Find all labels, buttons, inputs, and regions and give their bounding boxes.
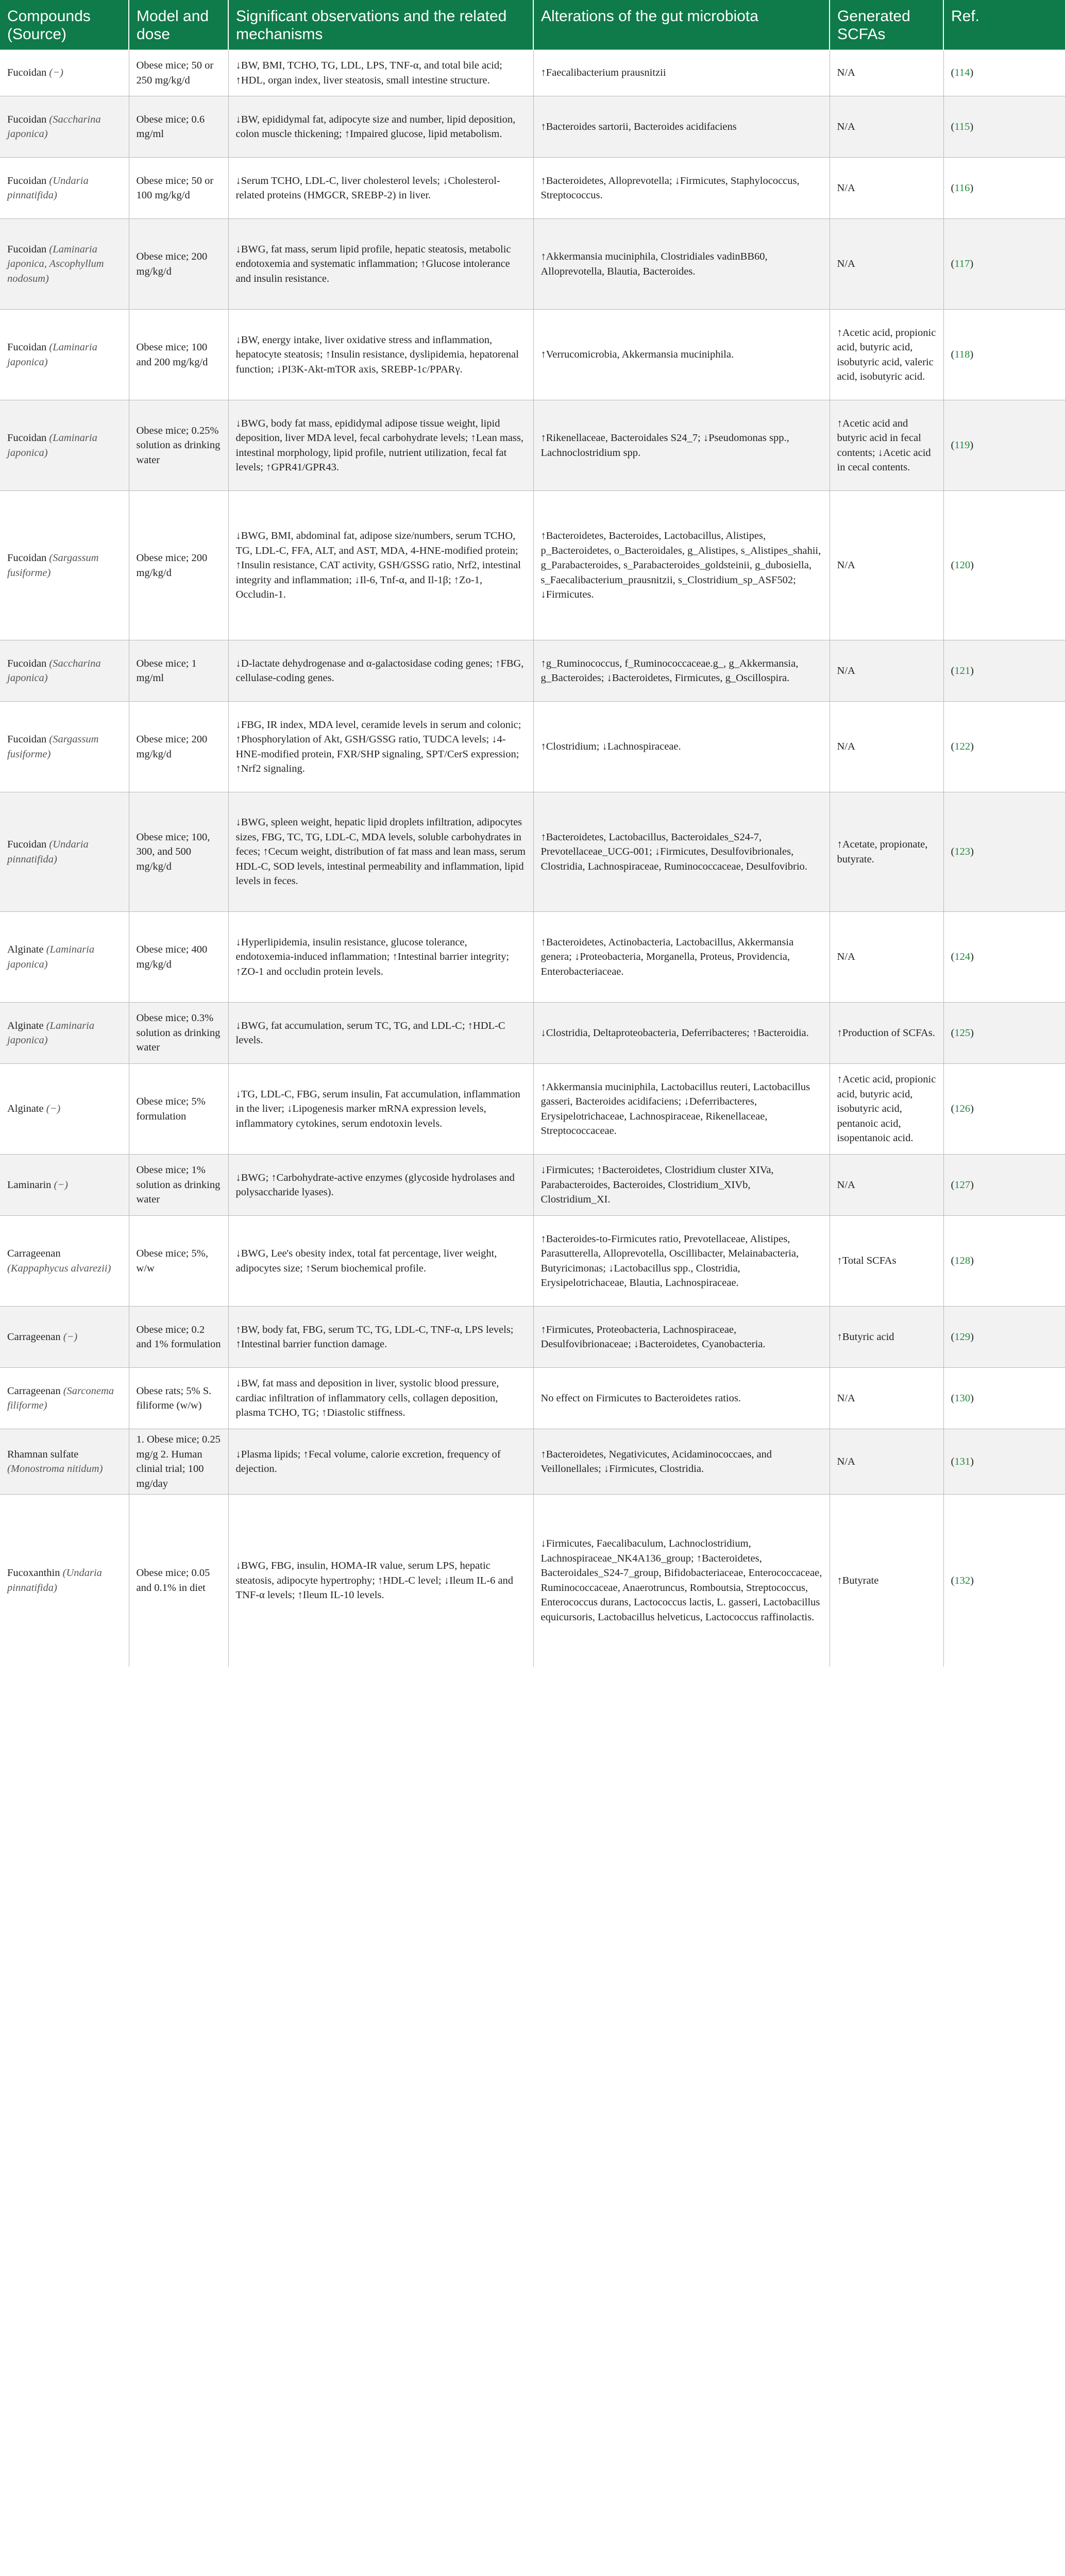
compound-cell	[0, 792, 129, 912]
ref-cell: (118)	[943, 310, 1065, 400]
table-row	[0, 158, 1065, 219]
compound-name: Carrageenan	[7, 1385, 61, 1397]
compound-source: (−)	[63, 1331, 78, 1343]
table-row	[0, 310, 1065, 400]
compound-name: Fucoidan	[7, 432, 47, 444]
compound-cell	[0, 1155, 129, 1216]
table-row	[0, 640, 1065, 702]
reference-link[interactable]: 132	[954, 1574, 971, 1586]
ref-cell: (126)	[943, 1064, 1065, 1155]
compound-cell	[0, 310, 129, 400]
microbiota-cell: ↑Akkermansia muciniphila, Lactobacillus reuteri, Lactobacillus gasseri, Bacteroides acidifaciens; ↓Deferribacteres, Erysipelotrichaceae, Lachnospiraceae, Rikenellaceae, Streptococcaceae.	[533, 1064, 830, 1155]
compound-source: (Sargassum fusiforme)	[7, 734, 99, 760]
table-row	[0, 1003, 1065, 1064]
scfa-cell: ↑Total SCFAs	[830, 1216, 943, 1307]
header-observations: Significant observations and the related mechanisms	[228, 0, 533, 50]
model-cell: Obese mice; 50 or 100 mg/kg/d	[129, 158, 228, 219]
microbiota-cell: ↑Bacteroidetes, Lactobacillus, Bacteroidales_S24-7, Prevotellaceae_UCG-001; ↓Firmicutes, Desulfovibrionales, Clostridia, Lachnospiraceae, Ruminococcaceae, Desulfovibrio.	[533, 792, 830, 912]
ref-cell: (129)	[943, 1307, 1065, 1368]
compound-source: (Laminaria japonica)	[7, 342, 97, 368]
compound-name: Alginate	[7, 1020, 44, 1031]
table-row	[0, 1495, 1065, 1667]
microbiota-cell: ↑Rikenellaceae, Bacteroidales S24_7; ↓Pseudomonas spp., Lachnoclostridium spp.	[533, 400, 830, 491]
table-row	[0, 96, 1065, 158]
scfa-cell: N/A	[830, 1429, 943, 1495]
ref-cell: (128)	[943, 1216, 1065, 1307]
reference-link[interactable]: 116	[954, 182, 970, 194]
compound-cell	[0, 1064, 129, 1155]
ref-cell: (130)	[943, 1368, 1065, 1429]
compound-source: (−)	[49, 67, 63, 79]
model-cell: Obese mice; 5%, w/w	[129, 1216, 228, 1307]
model-cell: Obese mice; 0.3% solution as drinking water	[129, 1003, 228, 1064]
table-row	[0, 792, 1065, 912]
ref-cell: (132)	[943, 1495, 1065, 1667]
table-body	[0, 50, 1065, 1667]
scfa-cell: ↑Acetic acid, propionic acid, butyric acid, isobutyric acid, pentanoic acid, isopentanoic acid.	[830, 1064, 943, 1155]
model-cell: Obese mice; 100 and 200 mg/kg/d	[129, 310, 228, 400]
scfa-cell: N/A	[830, 1155, 943, 1216]
scfa-cell: ↑Acetic acid and butyric acid in fecal contents; ↓Acetic acid in cecal contents.	[830, 400, 943, 491]
compound-source: (Laminaria japonica)	[7, 944, 95, 970]
compound-cell	[0, 491, 129, 640]
ref-cell: (120)	[943, 491, 1065, 640]
compound-name: Fucoidan	[7, 839, 47, 850]
scfa-cell: N/A	[830, 219, 943, 310]
scfa-cell: ↑Butyric acid	[830, 1307, 943, 1368]
compound-source: (Undaria pinnatifida)	[7, 175, 89, 201]
compound-source: (−)	[54, 1179, 69, 1191]
observations-cell: ↓BW, energy intake, liver oxidative stress and inflammation, hepatocyte steatosis; ↑Insulin resistance, dyslipidemia, hepatorenal function; ↓PI3K-Akt-mTOR axis, SREBP-1c/PPARγ.	[228, 310, 533, 400]
scfa-cell: ↑Butyrate	[830, 1495, 943, 1667]
compound-source: (Laminaria japonica)	[7, 432, 97, 459]
compound-name: Fucoxanthin	[7, 1567, 60, 1579]
ref-cell: (123)	[943, 792, 1065, 912]
compound-cell	[0, 50, 129, 96]
model-cell: 1. Obese mice; 0.25 mg/g 2. Human clinial trial; 100 mg/day	[129, 1429, 228, 1495]
reference-link[interactable]: 122	[954, 741, 971, 753]
table-row	[0, 912, 1065, 1003]
microbiota-cell: ↑g_Ruminococcus, f_Ruminococcaceae.g_, g_Akkermansia, g_Bacteroides; ↓Bacteroidetes, Firmicutes, g_Oscillospira.	[533, 640, 830, 702]
reference-link[interactable]: 124	[954, 951, 971, 963]
reference-link[interactable]: 121	[954, 665, 971, 676]
header-ref: Ref.	[943, 0, 1065, 50]
table-row	[0, 702, 1065, 792]
compound-cell	[0, 158, 129, 219]
header-scfas: Generated SCFAs	[830, 0, 943, 50]
compound-name: Laminarin	[7, 1179, 52, 1191]
reference-link[interactable]: 131	[954, 1455, 971, 1467]
model-cell: Obese mice; 200 mg/kg/d	[129, 219, 228, 310]
observations-cell: ↓BWG, fat mass, serum lipid profile, hepatic steatosis, metabolic endotoxemia and systematic inflammation; ↑Glucose intolerance and insulin resistance.	[228, 219, 533, 310]
compound-cell	[0, 1003, 129, 1064]
reference-link[interactable]: 119	[954, 439, 970, 451]
model-cell: Obese mice; 5% formulation	[129, 1064, 228, 1155]
compound-cell	[0, 1307, 129, 1368]
ref-cell: (122)	[943, 702, 1065, 792]
model-cell: Obese mice; 0.25% solution as drinking water	[129, 400, 228, 491]
table-row	[0, 1216, 1065, 1307]
observations-cell: ↓BW, fat mass and deposition in liver, systolic blood pressure, cardiac infiltration of inflammatory cells, collagen deposition, plasma TCHO, TG; ↑Diastolic stiffness.	[228, 1368, 533, 1429]
microbiota-cell: ↑Akkermansia muciniphila, Clostridiales vadinBB60, Alloprevotella, Blautia, Bacteroides.	[533, 219, 830, 310]
header-model-dose: Model and dose	[129, 0, 228, 50]
microbiota-cell: ↓Firmicutes; ↑Bacteroidetes, Clostridium cluster XIVa, Parabacteroides, Bacteroides, Clostridium_XIVb, Clostridium_XI.	[533, 1155, 830, 1216]
microbiota-cell: ↑Bacteroidetes, Negativicutes, Acidaminococcaes, and Veillonellales; ↓Firmicutes, Clostridia.	[533, 1429, 830, 1495]
compound-source: (Kappaphycus alvarezii)	[7, 1262, 111, 1274]
scfa-cell: N/A	[830, 702, 943, 792]
model-cell: Obese mice; 1 mg/ml	[129, 640, 228, 702]
reference-link[interactable]: 123	[954, 846, 971, 858]
model-cell: Obese mice; 50 or 250 mg/kg/d	[129, 50, 228, 96]
model-cell: Obese mice; 0.05 and 0.1% in diet	[129, 1495, 228, 1667]
scfa-cell: N/A	[830, 96, 943, 158]
header-row	[0, 0, 1065, 50]
table-row	[0, 50, 1065, 96]
observations-cell: ↓BWG, Lee's obesity index, total fat percentage, liver weight, adipocytes size; ↑Serum biochemical profile.	[228, 1216, 533, 1307]
compound-name: Rhamnan sulfate	[7, 1448, 79, 1460]
ref-cell: (127)	[943, 1155, 1065, 1216]
scfa-cell: N/A	[830, 912, 943, 1003]
reference-link[interactable]: 128	[954, 1255, 971, 1267]
microbiota-cell: ↑Verrucomicrobia, Akkermansia muciniphila.	[533, 310, 830, 400]
table-row	[0, 1368, 1065, 1429]
reference-link[interactable]: 126	[954, 1103, 971, 1115]
ref-cell: (115)	[943, 96, 1065, 158]
observations-cell: ↓FBG, IR index, MDA level, ceramide levels in serum and colonic; ↑Phosphorylation of Akt, GSH/GSSG ratio, TUDCA levels; ↓4-HNE-modified protein, FXR/SHP signaling, SPT/CerS expression; ↑Nrf2 signaling.	[228, 702, 533, 792]
compound-cell	[0, 96, 129, 158]
scfa-cell: ↑Acetic acid, propionic acid, butyric acid, isobutyric acid, valeric acid, isobutyric acid.	[830, 310, 943, 400]
compound-source: (Saccharina japonica)	[7, 113, 101, 140]
compound-cell	[0, 912, 129, 1003]
reference-link[interactable]: 120	[954, 560, 971, 571]
table-row	[0, 1429, 1065, 1495]
microbiota-cell: No effect on Firmicutes to Bacteroidetes ratios.	[533, 1368, 830, 1429]
observations-cell: ↓Hyperlipidemia, insulin resistance, glucose tolerance, endotoxemia-induced inflammation; ↑Intestinal barrier integrity; ↑ZO-1 and occludin protein levels.	[228, 912, 533, 1003]
ref-cell: (124)	[943, 912, 1065, 1003]
table-row	[0, 1155, 1065, 1216]
scfa-cell: N/A	[830, 640, 943, 702]
microbiota-cell: ↑Bacteroidetes, Actinobacteria, Lactobacillus, Akkermansia genera; ↓Proteobacteria, Morganella, Proteus, Providencia, Enterobacteriaceae.	[533, 912, 830, 1003]
observations-cell: ↓BWG; ↑Carbohydrate-active enzymes (glycoside hydrolases and polysaccharide lyases).	[228, 1155, 533, 1216]
model-cell: Obese mice; 1% solution as drinking water	[129, 1155, 228, 1216]
header-microbiota: Alterations of the gut microbiota	[533, 0, 830, 50]
scfa-cell: N/A	[830, 50, 943, 96]
scfa-cell: N/A	[830, 1368, 943, 1429]
microbiota-cell: ↓Firmicutes, Faecalibaculum, Lachnoclostridium, Lachnospiraceae_NK4A136_group; ↑Bacteroidetes, Bacteroidales_S24-7_group, Bifidobacteriaceae, Enterococcaceae, Ruminococcaceae, Anaerotruncus, Romboutsia, Streptococcus, Enterococcus durans, Lactococcus lactis, L. gasseri, Lactobacillus equicursoris, Lactobacillus helveticus, Lactococcus raffinolactis.	[533, 1495, 830, 1667]
compound-cell	[0, 1495, 129, 1667]
compound-name: Fucoidan	[7, 243, 47, 255]
table-row	[0, 219, 1065, 310]
compound-name: Fucoidan	[7, 67, 47, 79]
compound-name: Alginate	[7, 1103, 44, 1115]
observations-cell: ↓BW, BMI, TCHO, TG, LDL, LPS, TNF-α, and total bile acid; ↑HDL, organ index, liver steatosis, small intestine structure.	[228, 50, 533, 96]
table-row	[0, 491, 1065, 640]
compound-cell	[0, 1216, 129, 1307]
observations-cell: ↓BWG, FBG, insulin, HOMA-IR value, serum LPS, hepatic steatosis, adipocyte hypertrophy; ↑HDL-C level; ↓Ileum IL-6 and TNF-α levels; ↑Ileum IL-10 levels.	[228, 1495, 533, 1667]
observations-cell: ↓BW, epididymal fat, adipocyte size and number, lipid deposition, colon muscle thickening; ↑Impaired glucose, lipid metabolism.	[228, 96, 533, 158]
compound-name: Fucoidan	[7, 552, 47, 564]
ref-cell: (116)	[943, 158, 1065, 219]
ref-cell: (131)	[943, 1429, 1065, 1495]
observations-cell: ↓BWG, body fat mass, epididymal adipose tissue weight, lipid deposition, liver MDA level, fecal carbohydrate levels; ↑Lean mass, intestinal morphology, lipid profile, nutrient utilization, fecal fat levels; ↑GPR41/GPR43.	[228, 400, 533, 491]
model-cell: Obese rats; 5% S. filiforme (w/w)	[129, 1368, 228, 1429]
compound-source: (Sargassum fusiforme)	[7, 552, 99, 579]
microbiota-cell: ↑Bacteroidetes, Bacteroides, Lactobacillus, Alistipes, p_Bacteroidetes, o_Bacteroidales, g_Alistipes, s_Alistipes_shahii, g_Parabacteroides, s_Parabacteroides_goldsteinii, g_dubosiella, s_Faecalibacterium_prausnitzii, s_Clostridium_sp_ASF502; ↓Firmicutes.	[533, 491, 830, 640]
scfa-cell: ↑Acetate, propionate, butyrate.	[830, 792, 943, 912]
microbiota-cell: ↓Clostridia, Deltaproteobacteria, Deferribacteres; ↑Bacteroidia.	[533, 1003, 830, 1064]
observations-cell: ↓Serum TCHO, LDL-C, liver cholesterol levels; ↓Cholesterol-related proteins (HMGCR, SREBP-2) in liver.	[228, 158, 533, 219]
compound-name: Fucoidan	[7, 657, 47, 669]
model-cell: Obese mice; 0.6 mg/ml	[129, 96, 228, 158]
compound-name: Carrageenan	[7, 1331, 61, 1343]
compound-name: Fucoidan	[7, 342, 47, 353]
microbiota-cell: ↑Bacteroides sartorii, Bacteroides acidifaciens	[533, 96, 830, 158]
compound-cell	[0, 702, 129, 792]
compound-source: (Laminaria japonica)	[7, 1020, 95, 1046]
compound-source: (Laminaria japonica, Ascophyllum nodosum)	[7, 243, 104, 284]
reference-link[interactable]: 130	[954, 1392, 971, 1404]
ref-cell: (119)	[943, 400, 1065, 491]
compound-cell	[0, 640, 129, 702]
microbiota-cell: ↑Faecalibacterium prausnitzii	[533, 50, 830, 96]
compound-source: (Undaria pinnatifida)	[7, 1567, 102, 1594]
reference-link[interactable]: 115	[954, 121, 970, 132]
model-cell: Obese mice; 0.2 and 1% formulation	[129, 1307, 228, 1368]
model-cell: Obese mice; 400 mg/kg/d	[129, 912, 228, 1003]
reference-link[interactable]: 114	[954, 67, 970, 79]
ref-cell: (114)	[943, 50, 1065, 96]
compound-name: Alginate	[7, 944, 44, 955]
model-cell: Obese mice; 200 mg/kg/d	[129, 491, 228, 640]
header-compounds: Compounds (Source)	[0, 0, 129, 50]
reference-link[interactable]: 127	[954, 1179, 971, 1191]
model-cell: Obese mice; 100, 300, and 500 mg/kg/d	[129, 792, 228, 912]
reference-link[interactable]: 129	[954, 1331, 971, 1343]
compound-cell	[0, 1368, 129, 1429]
observations-cell: ↑BW, body fat, FBG, serum TC, TG, LDL-C, TNF-α, LPS levels; ↑Intestinal barrier function damage.	[228, 1307, 533, 1368]
compound-source: (−)	[46, 1103, 61, 1115]
compound-cell	[0, 219, 129, 310]
ref-cell: (117)	[943, 219, 1065, 310]
observations-cell: ↓TG, LDL-C, FBG, serum insulin, Fat accumulation, inflammation in the liver; ↓Lipogenesis marker mRNA expression levels, inflammatory cytokines, serum endotoxin levels.	[228, 1064, 533, 1155]
compound-name: Fucoidan	[7, 113, 47, 125]
scfa-cell: N/A	[830, 158, 943, 219]
observations-cell: ↓D-lactate dehydrogenase and α-galactosidase coding genes; ↑FBG, cellulase-coding genes.	[228, 640, 533, 702]
table-row	[0, 1307, 1065, 1368]
microbiota-cell: ↑Clostridium; ↓Lachnospiraceae.	[533, 702, 830, 792]
compound-name: Fucoidan	[7, 175, 47, 187]
table-row	[0, 1064, 1065, 1155]
compound-name: Carrageenan	[7, 1248, 61, 1259]
compound-source: (Undaria pinnatifida)	[7, 839, 89, 865]
ref-cell: (121)	[943, 640, 1065, 702]
compound-source: (Sarconema filiforme)	[7, 1385, 114, 1411]
microbiota-cell: ↑Firmicutes, Proteobacteria, Lachnospiraceae, Desulfovibrionaceae; ↓Bacteroidetes, Cyanobacteria.	[533, 1307, 830, 1368]
compound-name: Fucoidan	[7, 734, 47, 745]
reference-link[interactable]: 117	[954, 258, 970, 270]
observations-cell: ↓BWG, spleen weight, hepatic lipid droplets infiltration, adipocytes sizes, FBG, TC, TG, LDL-C, MDA levels, soluble carbohydrates in feces; ↑Cecum weight, distribution of fat mass and lean mass, serum HDL-C, SOD levels, intestinal permeability and inflammation, lipid levels in feces.	[228, 792, 533, 912]
compound-source: (Monostroma nitidum)	[7, 1463, 103, 1475]
observations-cell: ↓BWG, fat accumulation, serum TC, TG, and LDL-C; ↑HDL-C levels.	[228, 1003, 533, 1064]
ref-cell: (125)	[943, 1003, 1065, 1064]
compound-cell	[0, 400, 129, 491]
compound-cell	[0, 1429, 129, 1495]
observations-cell: ↓BWG, BMI, abdominal fat, adipose size/numbers, serum TCHO, TG, LDL-C, FFA, ALT, and AST, MDA, 4-HNE-modified protein; ↑Insulin resistance, CAT activity, GSH/GSSG ratio, Nrf2, intestinal integrity and inflammation; ↓Il-6, Tnf-α, and Il-1β; ↑Zo-1, Occludin-1.	[228, 491, 533, 640]
model-cell: Obese mice; 200 mg/kg/d	[129, 702, 228, 792]
scfa-cell: N/A	[830, 491, 943, 640]
microbiota-cell: ↑Bacteroides-to-Firmicutes ratio, Prevotellaceae, Alistipes, Parasutterella, Alloprevotella, Oscillibacter, Melainabacteria, Butyricimonas; ↓Lactobacillus spp., Clostridia, Erysipelotrichaceae, Blautia, Lachnospiraceae.	[533, 1216, 830, 1307]
observations-cell: ↓Plasma lipids; ↑Fecal volume, calorie excretion, frequency of dejection.	[228, 1429, 533, 1495]
scfa-cell: ↑Production of SCFAs.	[830, 1003, 943, 1064]
compound-source: (Saccharina japonica)	[7, 657, 101, 684]
reference-link[interactable]: 118	[954, 349, 970, 361]
table-row	[0, 400, 1065, 491]
reference-link[interactable]: 125	[954, 1027, 971, 1039]
microbiota-cell: ↑Bacteroidetes, Alloprevotella; ↓Firmicutes, Staphylococcus, Streptococcus.	[533, 158, 830, 219]
